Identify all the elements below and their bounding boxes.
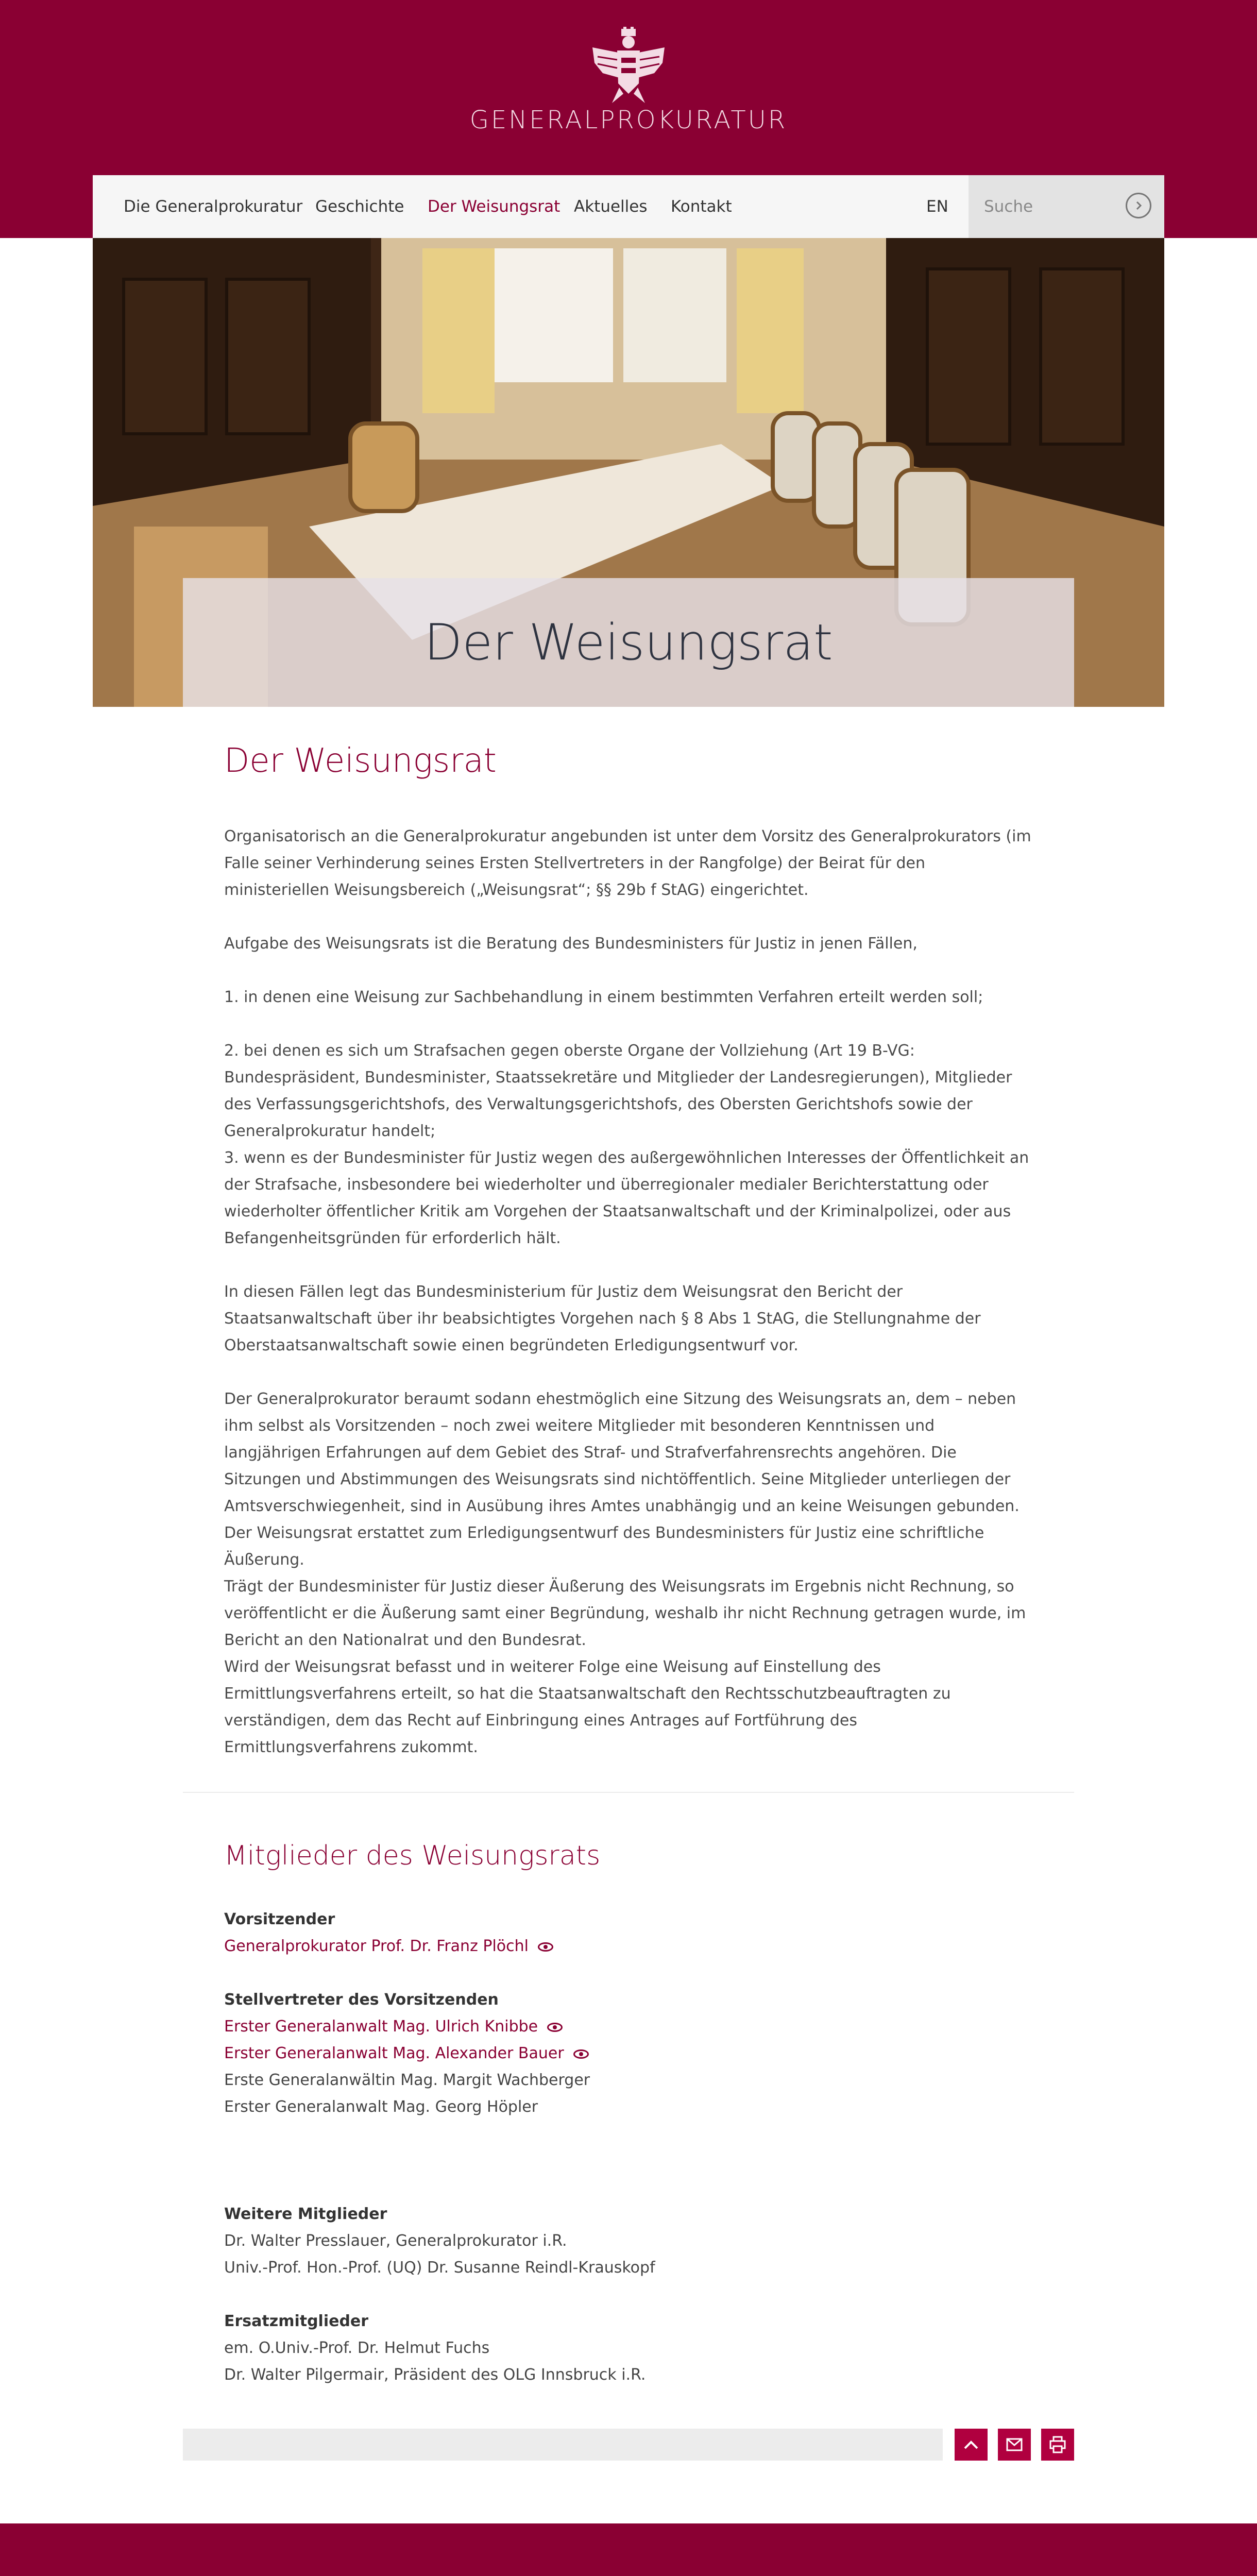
member-name[interactable]: Erster Generalanwalt Mag. Ulrich Knibbe — [224, 2018, 538, 2036]
member-name[interactable]: Erster Generalanwalt Mag. Alexander Bauer — [224, 2044, 564, 2062]
paragraph: 3. wenn es der Bundesminister für Justiz wegen des außergewöhnlichen Interesses der Öffentlichkeit an der Strafsache, insbesondere bei wiederholter und überregionaler medialer Berichterstattung oder wiederholter öffentlicher Kritik am Vorgehen der Staatsanwaltschaft und der Kriminalpolizei, oder aus Befangenheitsgründen für erforderlich hält. — [224, 1149, 1029, 1247]
page-tools-bar — [183, 2429, 943, 2461]
member-name: Univ.-Prof. Hon.-Prof. (UQ) Dr. Susanne Reindl-Krauskopf — [224, 2259, 655, 2277]
eye-icon[interactable] — [573, 2049, 589, 2059]
nav-item-aktuelles[interactable]: Aktuelles — [574, 197, 648, 216]
search-submit-button[interactable] — [1126, 193, 1151, 218]
others-label: Weitere Mitglieder — [224, 2205, 387, 2223]
paragraph: 2. bei denen es sich um Strafsachen gegen oberste Organe der Vollziehung (Art 19 B-VG: Bundespräsident, Bundesminister, Staatssekretäre und Mitglieder der Landesregierungen), Mitglieder des Verfassungsgerichtshofs, des Verwaltungsgerichtshofs, des Obersten Gerichtshofs sowie der Generalprokuratur handelt; — [224, 1042, 1012, 1140]
member-name: Erste Generalanwältin Mag. Margit Wachberger — [224, 2071, 590, 2089]
member-name: Erster Generalanwalt Mag. Georg Höpler — [224, 2098, 538, 2116]
paragraph: Aufgabe des Weisungsrats ist die Beratung des Bundesministers für Justiz in jenen Fällen, — [224, 935, 918, 953]
language-switch[interactable]: EN — [926, 197, 948, 216]
member-link[interactable] — [224, 2018, 563, 2036]
paragraph: In diesen Fällen legt das Bundesministerium für Justiz dem Weisungsrat den Bericht der Staatsanwaltschaft über ihr beabsichtigtes Vorgehen nach § 8 Abs 1 StAG, die Stellungnahme der Oberstaatsanwaltschaft sowie einen begründeten Erledigungsentwurf vor. — [224, 1283, 981, 1354]
mail-button[interactable] — [998, 2429, 1031, 2461]
eye-icon[interactable] — [547, 2023, 563, 2032]
mail-icon — [998, 2429, 1031, 2461]
paragraph: Der Generalprokurator beraumt sodann ehestmöglich eine Sitzung des Weisungsrats an, dem – neben ihm selbst als Vorsitzenden – noch zwei weitere Mitglieder mit besonderen Kenntnissen und langjährigen Erfahrungen auf dem Gebiet des Straf- und Strafverfahrensrechts angehören. Die Sitzungen und Abstimmungen des Weisungsrats sind nichtöffentlich. Seine Mitglieder unterliegen der Amtsverschwiegenheit, sind in Ausübung ihres Amtes unabhängig und an keine Weisungen gebunden. Der Weisungsrat erstattet zum Erledigungsentwurf des Bundesministers für Justiz eine schriftliche Äußerung. — [224, 1390, 1020, 1569]
hero-title-overlay — [183, 578, 1074, 707]
paragraph: Organisatorisch an die Generalprokuratur angebunden ist unter dem Vorsitz des Generalprokurators (im Falle seiner Verhinderung seines Ersten Stellvertreters in der Rangfolge) der Beirat für den ministeriellen Weisungsbereich („Weisungsrat“; §§ 29b f StAG) eingerichtet. — [224, 827, 1031, 899]
member-name[interactable]: Generalprokurator Prof. Dr. Franz Plöchl — [224, 1937, 529, 1955]
member-name: em. O.Univ.-Prof. Dr. Helmut Fuchs — [224, 2339, 490, 2357]
member-name: Dr. Walter Presslauer, Generalprokurator i.R. — [224, 2232, 567, 2250]
paragraph: 1. in denen eine Weisung zur Sachbehandlung in einem bestimmten Verfahren erteilt werden soll; — [224, 988, 983, 1006]
member-link[interactable] — [224, 1937, 553, 1955]
search-input[interactable]: Suche — [984, 197, 1033, 216]
nav-item-geschichte[interactable]: Geschichte — [315, 197, 404, 216]
chevron-right-icon — [1127, 194, 1150, 217]
members-heading: Mitglieder des Weisungsrats — [224, 1840, 601, 1871]
hero-title: Der Weisungsrat — [424, 614, 833, 671]
hero-image — [93, 238, 1164, 707]
nav-item-kontakt[interactable]: Kontakt — [671, 197, 732, 216]
substitutes-label: Ersatzmitglieder — [224, 2312, 369, 2330]
member-name: Dr. Walter Pilgermair, Präsident des OLG Innsbruck i.R. — [224, 2366, 646, 2384]
eye-icon[interactable] — [538, 1942, 553, 1952]
nav-item-die-generalprokuratur[interactable]: Die Generalprokuratur — [124, 197, 303, 216]
site-header — [0, 0, 1257, 238]
search-field[interactable] — [969, 175, 1164, 238]
main-navigation — [93, 175, 1164, 238]
site-footer — [0, 2523, 1257, 2576]
print-icon — [1041, 2429, 1074, 2461]
member-link[interactable] — [224, 2044, 589, 2062]
site-title[interactable]: GENERALPROKURATUR — [469, 106, 788, 134]
section-divider — [183, 1792, 1074, 1793]
scroll-top-button[interactable] — [955, 2429, 988, 2461]
deputies-label: Stellvertreter des Vorsitzenden — [224, 1991, 499, 2009]
chair-label: Vorsitzender — [224, 1910, 335, 1928]
paragraph: Trägt der Bundesminister für Justiz dieser Äußerung des Weisungsrats im Ergebnis nicht Rechnung, so veröffentlicht er die Äußerung samt einer Begründung, weshalb ihr nicht Rechnung getragen wurde, im Bericht an den Nationalrat und den Bundesrat. Wird der Weisungsrat befasst und in weiterer Folge eine Weisung auf Einstellung des Ermittlungsverfahrens erteilt, so hat die Staatsanwaltschaft den Rechtsschutzbeauftragten zu verständigen, dem das Recht auf Einbringung eines Antrages auf Fortführung des Ermittlungsverfahrens zukommt. — [224, 1578, 1026, 1756]
austrian-eagle-icon[interactable] — [587, 27, 670, 104]
arrow-up-icon — [955, 2429, 988, 2461]
print-button[interactable] — [1041, 2429, 1074, 2461]
page-title: Der Weisungsrat — [224, 742, 497, 780]
nav-item-der-weisungsrat[interactable]: Der Weisungsrat — [428, 197, 560, 216]
